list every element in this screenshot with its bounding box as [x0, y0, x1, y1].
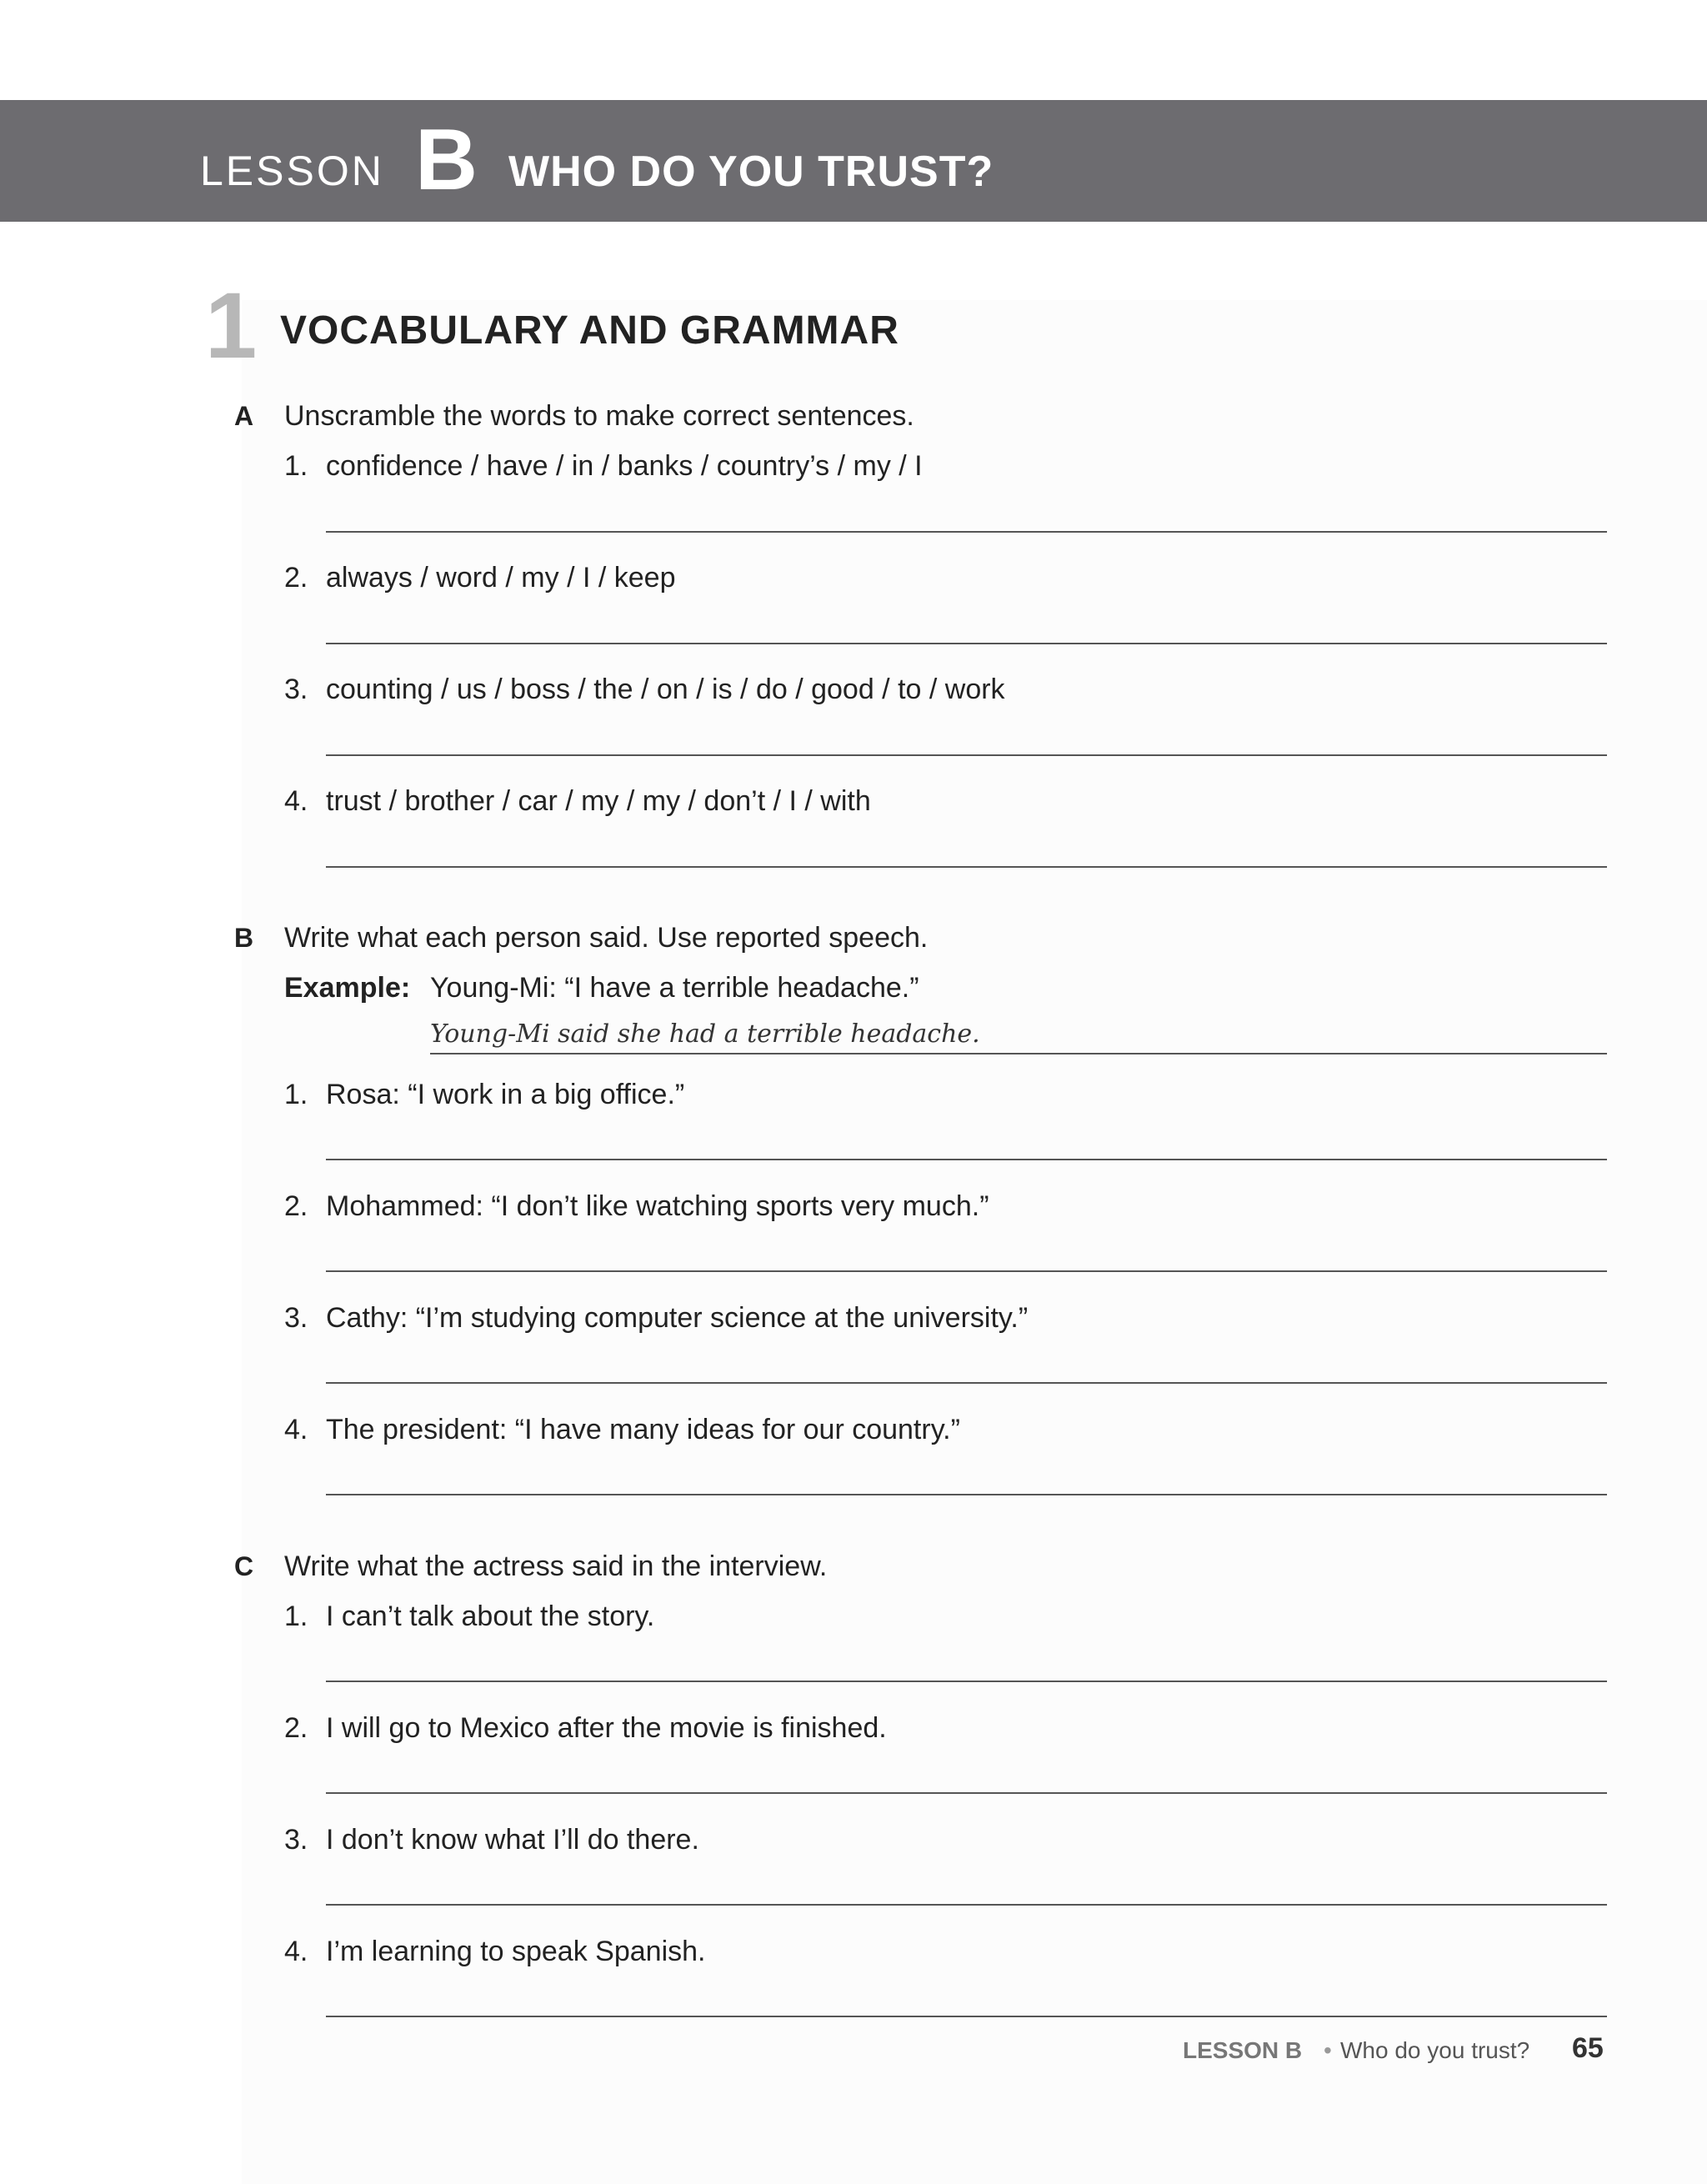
footer-separator: • [1324, 2037, 1332, 2063]
part-c-item-3-text: I don’t know what I’ll do there. [326, 1824, 699, 1856]
part-b-instruction: Write what each person said. Use reported speech. [284, 922, 929, 954]
part-b-letter: B [234, 923, 254, 953]
example-text: Young-Mi: “I have a terrible headache.” [430, 972, 919, 1004]
part-c-item-1-number: 1. [284, 1600, 308, 1632]
part-a-item-3-answer-line[interactable] [326, 754, 1607, 756]
part-c-item-4-text: I’m learning to speak Spanish. [326, 1936, 706, 1967]
banner-title: WHO DO YOU TRUST? [508, 148, 994, 196]
part-c-letter: C [234, 1551, 254, 1581]
part-b-item-1-text: Rosa: “I work in a big office.” [326, 1079, 685, 1110]
part-a-instruction: Unscramble the words to make correct sentences. [284, 400, 914, 432]
page-number: 65 [1572, 2032, 1604, 2064]
part-c-item-3-number: 3. [284, 1824, 308, 1856]
part-b-item-3-text: Cathy: “I’m studying computer science at the university.” [326, 1302, 1029, 1334]
part-a-item-4-text: trust / brother / car / my / my / don’t / I / with [326, 785, 871, 817]
part-a-item-2-text: always / word / my / I / keep [326, 562, 676, 594]
part-a-item-1-text: confidence / have / in / banks / country’s / my / I [326, 450, 923, 482]
example-answer: Young-Mi said she had a terrible headache. [430, 1019, 980, 1049]
example-answer-line [430, 1053, 1607, 1054]
part-c-instruction: Write what the actress said in the interview. [284, 1550, 828, 1582]
part-b-item-4-text: The president: “I have many ideas for our country.” [326, 1414, 960, 1445]
part-a-item-1-number: 1. [284, 450, 308, 482]
part-b-item-1-answer-line[interactable] [326, 1159, 1607, 1160]
section-title: VOCABULARY AND GRAMMAR [280, 308, 899, 353]
part-c-item-1-answer-line[interactable] [326, 1681, 1607, 1682]
part-b-item-3-number: 3. [284, 1302, 308, 1334]
part-c-item-1-text: I can’t talk about the story. [326, 1600, 655, 1632]
footer-title: Who do you trust? [1340, 2037, 1530, 2063]
part-c-item-4-answer-line[interactable] [326, 2016, 1607, 2017]
part-c-item-2-answer-line[interactable] [326, 1792, 1607, 1794]
example-label: Example: [284, 972, 411, 1004]
part-b-item-4-answer-line[interactable] [326, 1494, 1607, 1495]
section-number: 1 [205, 273, 258, 378]
part-a-item-4-number: 4. [284, 785, 308, 817]
part-c-item-2-text: I will go to Mexico after the movie is finished. [326, 1712, 887, 1744]
part-a-item-1-answer-line[interactable] [326, 531, 1607, 533]
part-b-item-2-number: 2. [284, 1190, 308, 1222]
part-a-letter: A [234, 401, 254, 431]
part-c-item-2-number: 2. [284, 1712, 308, 1744]
part-b-item-3-answer-line[interactable] [326, 1382, 1607, 1384]
part-a-item-3-text: counting / us / boss / the / on / is / do / good / to / work [326, 674, 1005, 705]
part-b-item-2-text: Mohammed: “I don’t like watching sports very much.” [326, 1190, 989, 1222]
part-a-item-2-number: 2. [284, 562, 308, 594]
part-b-item-2-answer-line[interactable] [326, 1270, 1607, 1272]
footer-lesson-label: LESSON B [1183, 2037, 1303, 2063]
part-c-item-4-number: 4. [284, 1936, 308, 1967]
part-a-item-4-answer-line[interactable] [326, 866, 1607, 868]
part-b-item-4-number: 4. [284, 1414, 308, 1445]
part-a-item-3-number: 3. [284, 674, 308, 705]
banner-lesson-word: LESSON [200, 148, 384, 194]
part-c-item-3-answer-line[interactable] [326, 1904, 1607, 1906]
part-a-item-2-answer-line[interactable] [326, 643, 1607, 644]
part-b-item-1-number: 1. [284, 1079, 308, 1110]
banner-lesson-letter: B [415, 112, 478, 208]
